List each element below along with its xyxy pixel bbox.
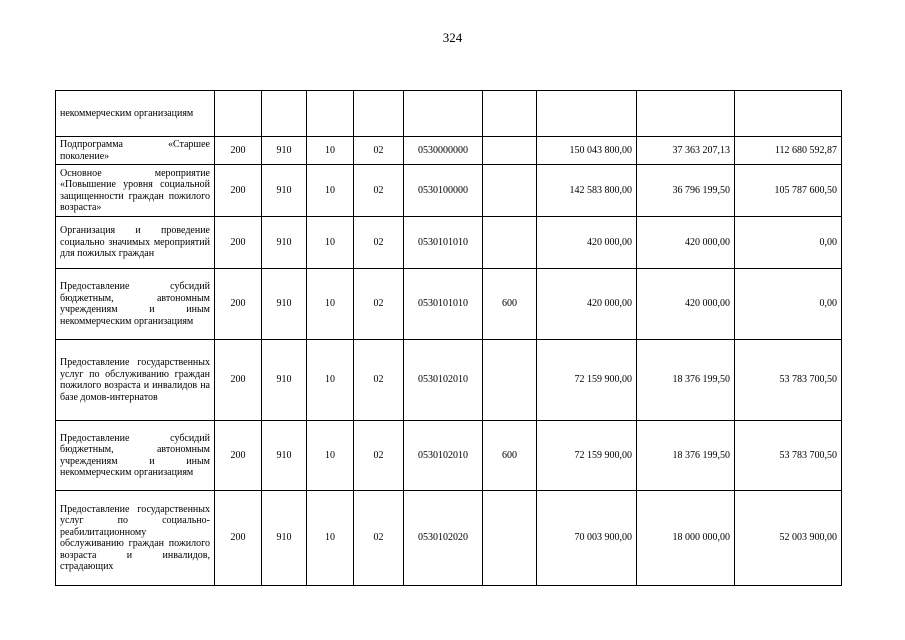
row-section-code: 10 — [307, 491, 354, 586]
row-expense-type: 600 — [483, 421, 537, 491]
row-admin-code — [215, 91, 262, 137]
row-section-code: 10 — [307, 421, 354, 491]
row-amount-3: 112 680 592,87 — [735, 137, 842, 165]
budget-table — [55, 90, 842, 586]
row-ministry-code — [262, 91, 307, 137]
row-subsection-code: 02 — [354, 269, 404, 340]
table-row — [56, 217, 842, 269]
row-admin-code: 200 — [215, 269, 262, 340]
row-section-code: 10 — [307, 137, 354, 165]
row-amount-1: 420 000,00 — [537, 269, 637, 340]
row-subsection-code: 02 — [354, 340, 404, 421]
row-description: Организация и проведение социально значимых мероприятий для пожилых граждан — [56, 217, 215, 269]
table-row — [56, 137, 842, 165]
row-expense-type — [483, 165, 537, 217]
budget-table-body — [56, 91, 842, 586]
row-target-code: 0530102020 — [404, 491, 483, 586]
row-description: Предоставление субсидий бюджетным, автономным учреждениям и иным некоммерческим организациям — [56, 269, 215, 340]
row-ministry-code: 910 — [262, 340, 307, 421]
row-ministry-code: 910 — [262, 421, 307, 491]
row-target-code: 0530101010 — [404, 217, 483, 269]
row-description: Предоставление государственных услуг по обслуживанию граждан пожилого возраста и инвалидов на базе домов-интернатов — [56, 340, 215, 421]
row-ministry-code: 910 — [262, 269, 307, 340]
row-section-code: 10 — [307, 165, 354, 217]
row-ministry-code: 910 — [262, 491, 307, 586]
row-subsection-code: 02 — [354, 491, 404, 586]
row-amount-2 — [637, 91, 735, 137]
row-amount-1: 72 159 900,00 — [537, 421, 637, 491]
row-section-code: 10 — [307, 217, 354, 269]
row-amount-3: 0,00 — [735, 269, 842, 340]
row-description: Предоставление субсидий бюджетным, автономным учреждениям и иным некоммерческим организациям — [56, 421, 215, 491]
row-admin-code: 200 — [215, 340, 262, 421]
row-amount-1: 72 159 900,00 — [537, 340, 637, 421]
row-amount-1 — [537, 91, 637, 137]
row-amount-2: 37 363 207,13 — [637, 137, 735, 165]
row-section-code: 10 — [307, 269, 354, 340]
row-subsection-code: 02 — [354, 421, 404, 491]
row-amount-3: 52 003 900,00 — [735, 491, 842, 586]
row-description: Основное мероприятие «Повышение уровня социальной защищенности граждан пожилого возраста» — [56, 165, 215, 217]
row-expense-type — [483, 137, 537, 165]
row-amount-3: 53 783 700,50 — [735, 421, 842, 491]
table-row — [56, 165, 842, 217]
row-subsection-code: 02 — [354, 217, 404, 269]
row-expense-type — [483, 491, 537, 586]
row-ministry-code: 910 — [262, 165, 307, 217]
row-target-code: 0530102010 — [404, 340, 483, 421]
table-row — [56, 269, 842, 340]
row-admin-code: 200 — [215, 421, 262, 491]
row-amount-1: 70 003 900,00 — [537, 491, 637, 586]
table-row — [56, 421, 842, 491]
row-amount-3: 0,00 — [735, 217, 842, 269]
row-amount-2: 420 000,00 — [637, 269, 735, 340]
row-expense-type — [483, 91, 537, 137]
row-amount-1: 142 583 800,00 — [537, 165, 637, 217]
row-amount-2: 18 000 000,00 — [637, 491, 735, 586]
row-section-code — [307, 91, 354, 137]
row-target-code: 0530000000 — [404, 137, 483, 165]
row-admin-code: 200 — [215, 137, 262, 165]
row-amount-3 — [735, 91, 842, 137]
row-admin-code: 200 — [215, 217, 262, 269]
row-amount-3: 53 783 700,50 — [735, 340, 842, 421]
row-amount-2: 18 376 199,50 — [637, 340, 735, 421]
row-amount-2: 36 796 199,50 — [637, 165, 735, 217]
row-target-code: 0530102010 — [404, 421, 483, 491]
row-expense-type — [483, 217, 537, 269]
row-amount-1: 420 000,00 — [537, 217, 637, 269]
row-description: Подпрограмма «Старшее поколение» — [56, 137, 215, 165]
row-ministry-code: 910 — [262, 217, 307, 269]
row-amount-3: 105 787 600,50 — [735, 165, 842, 217]
page-number: 324 — [442, 30, 463, 45]
row-target-code — [404, 91, 483, 137]
row-subsection-code — [354, 91, 404, 137]
row-amount-2: 420 000,00 — [637, 217, 735, 269]
row-description: некоммерческим организациям — [56, 91, 215, 137]
row-admin-code: 200 — [215, 491, 262, 586]
table-row — [56, 91, 842, 137]
row-expense-type — [483, 340, 537, 421]
row-amount-1: 150 043 800,00 — [537, 137, 637, 165]
table-row — [56, 491, 842, 586]
row-description: Предоставление государственных услуг по социально-реабилитационному обслуживанию граждан пожилого возраста и инвалидов, страдающих — [56, 491, 215, 586]
row-ministry-code: 910 — [262, 137, 307, 165]
row-target-code: 0530100000 — [404, 165, 483, 217]
row-expense-type: 600 — [483, 269, 537, 340]
row-subsection-code: 02 — [354, 137, 404, 165]
row-amount-2: 18 376 199,50 — [637, 421, 735, 491]
row-subsection-code: 02 — [354, 165, 404, 217]
row-section-code: 10 — [307, 340, 354, 421]
table-row — [56, 340, 842, 421]
row-admin-code: 200 — [215, 165, 262, 217]
row-target-code: 0530101010 — [404, 269, 483, 340]
